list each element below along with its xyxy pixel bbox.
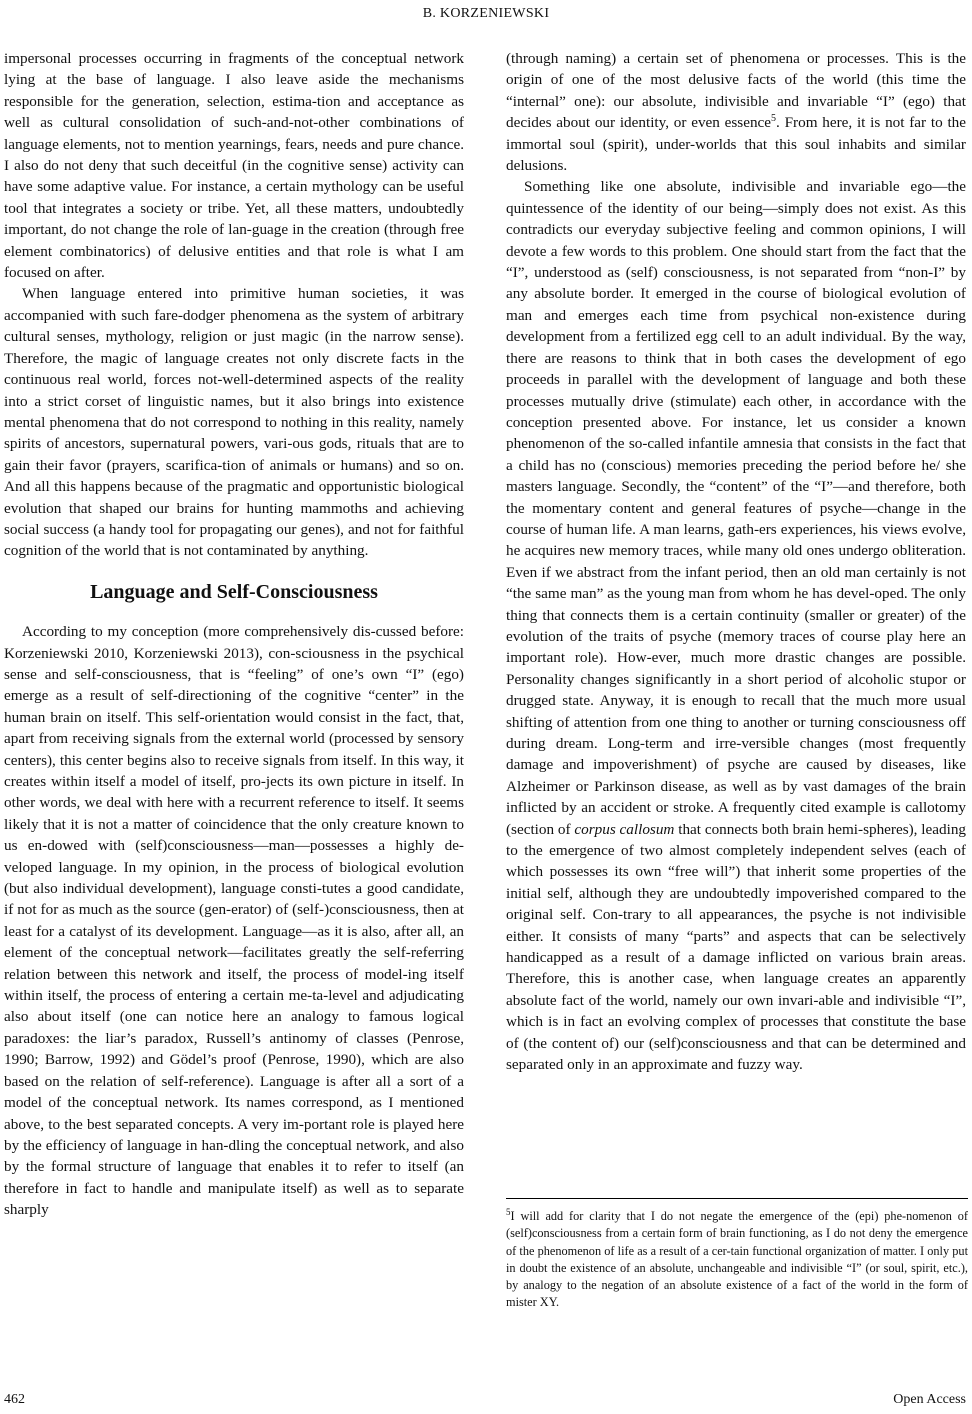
publisher-label: Open Access	[893, 1392, 966, 1407]
italic-term: corpus callosum	[574, 820, 675, 838]
footnote	[506, 1208, 968, 1312]
paragraph-text: (through naming) a certain set of phenomena or processes. This is the origin of one of the most delusive facts of the world (this time the “internal” one): our absolute, indivisible and invariable “I” (ego) that decides about our identity, or even essence	[506, 50, 966, 132]
paragraph	[506, 176, 966, 1075]
footnote-divider	[506, 1198, 968, 1199]
paragraph-text: that connects both brain hemi-spheres), leading to the emergence of two almost completely independent selves (each of which possesses its own “free will”) that inherit some properties of the initial self, although they are undoubtedly impoverished compared to the original self. Con-trary to all appearances, the psyche is not indivisible either. It consists of many “parts” and aspects that can be selectively handicapped as a result of a damage inflicted on various brain areas. Therefore, this is another case, when language creates an apparently absolute fact of the world, namely our own invari-able and indivisible “I”, which is in fact an evolving complex of processes that constitute the base of (the content of) our (self)consciousness and that can be determined and separated only in an approximate and fuzzy way.	[506, 820, 967, 1074]
paragraph	[506, 48, 966, 176]
footnote-text: I will add for clarity that I do not negate the emergence of the (epi) phe-nomenon of (self)consciousness from a certain form of brain functioning, as I do not deny the emergence of the phenomenon of life as a result of a cer-tain functional organization of matter. I only put in doubt the existence of an absolute, unchangeable and indivisible “I” (or soul, spirit, etc.), by analogy to the negation of an absolute existence of a fact of the world in the form of mister XY.	[506, 1209, 968, 1310]
page-number: 462	[4, 1392, 25, 1407]
left-column	[4, 48, 464, 1221]
paragraph: impersonal processes occurring in fragments of the conceptual network lying at the base of language. I also leave aside the mechanisms responsible for the generation, selection, estima-tion and acceptance as well as cultural consolidation of such-and-not-other combinations of language elements, not to mention yearnings, fears, needs and pure chance. I also do not deny that such deceitful (in the cognitive sense) activity can have some adaptive value. For instance, a certain mythology can be useful tool that integrates a society or tribe. Yet, all these matters, undoubtedly important, do not change the role of lan-guage in the creation (through free element combinatorics) of delusive entities and that role is what I am focused on after.	[4, 50, 464, 282]
section-title: Language and Self-Consciousness	[90, 580, 378, 603]
paragraph-text: . From here, it is not far to the immortal soul (spirit), under-worlds that this soul inhabits and similar delusions.	[506, 114, 966, 175]
paragraph: According to my conception (more comprehensively dis-cussed before: Korzeniewski 2010, Korzeniewski 2013), con-sciousness in the psychical sense and self-consciousness, that is “feeling” of one’s own “I” (ego) emerge as a result of self-directioning of the cognitive “center” in the human brain on itself. This self-orientation would consist in the fact, that, apart from receiving signals from the external world (processed by sensory centers), this center begins also to receive signals from itself. In this way, it creates within itself a model of itself, pro-jects its own picture in itself. In other words, we deal with here with a recurrent reference to itself. It seems likely that it is not a matter of coincidence that the only creature known to us en-dowed with (self)consciousness—man—possesses a highly de-veloped language. In my opinion, in the process of biological evolution (but also individual development), language consti-tutes a good candidate, if not for as much as the source (gen-erator) of (self-)consciousness, then at least for a catalyst of its development. Language—as it is also, after all, an element of the conceptual network—facilitates greatly the self-referring relation between this network and itself, the process of model-ing itself within itself, the process of entering a certain me-ta-level and adjudicating also about itself (one can notice here an analogy to famous logical paradoxes: the liar’s paradox, Russell’s antinomy of classes (Penrose, 1990; Barrow, 1992) and Gödel’s proof (Penrose, 1990), which are also based on the relation of self-reference). Language is after all a sort of a model of the conceptual network. Its names correspond, as I mentioned above, to the best separated concepts. A very im-portant role is played here by the efficiency of language in han-dling the conceptual network, and also by the formal structure of language that enables it to refer to itself (an therefore in fact to handle and manipulate itself) as well as to separate sharply	[4, 623, 464, 1219]
footnote-ref[interactable]: 5	[771, 113, 777, 125]
paragraph-text: Something like one absolute, indivisible and invariable ego—the quintessence of the identity of our being—simply does not exist. As this contradicts our everyday subjective feeling and common opinions, I will devote a few words to this problem. One should start from the fact that the “I”, understood as (self) consciousness, is not separated from “non-I” by any absolute border. It emerged in the course of biological evolution of man and emerges each time from psychical non-existence during development from a fertilized egg cell to an adult individual. By the way, there are reasons to think that in both cases the development of ego proceeds in parallel with the development of language and both these processes mutually drive (stimulate) each other, in accordance with the conception presented above. For instance, let us consider a known phenomenon of the so-called infantile amnesia that consists in the fact that a child has no (conscious) memories preceding the period before he/ she masters language. Secondly, the “content” of the “I”—and therefore, both the momentary content and general features of psyche—change in the course of human life. A man learns, gath-ers experiences, his views evolve, he acquires new memory traces, while many old ones undergo obliteration. Even if we abstract from the infant period, then an old man certainly is not “the same man” as the young man from whom he has devel-oped. The only thing that connects them is a certain continuity (smaller or greater) of the evolution of the traits of psyche (memory traces of course play here an important role). How-ever, much more drastic changes are possible. Personality changes significantly in a short period of alcoholic stupor or drugged state. Anyway, it is enough to recall that the much more usual shifting of attention from one thing to another or turning consciousness off during dream. Long-term and irre-versible changes (most frequently damage and impoverishment) of psyche are caused by diseases, like Alzheimer or Parkinson disease, as well as by vast damages of the brain inflicted by an accident or stroke. A frequently cited example is callotomy (section of	[506, 178, 966, 838]
paragraph: When language entered into primitive human societies, it was accompanied with such fare-dodger phenomena as the system of arbitrary cultural senses, mythology, religion or just magic (in the narrow sense). Therefore, the magic of language creates not only discrete facts in the continuous real world, forces not-well-determined aspects of the reality into a strict corset of linguistic names, but it also brings into existence mental phenomena that do not correspond to nothing in this reality, namely spirits of ancestors, supernatural powers, vari-ous gods, rituals that are to gain their favor (prayers, scarifica-tion of animals or humans) and so on. And all this happens because of the pragmatic and opportunistic biological evolution that shaped our brains for hunting mammoths and achieving social success (a handy tool for propagating our genes), and not for faithful cognition of the world that is not contaminated by anything.	[4, 285, 464, 560]
footnote-mark: 5	[506, 1206, 511, 1217]
right-column	[506, 48, 966, 1076]
running-head: B. KORZENIEWSKI	[422, 6, 550, 21]
